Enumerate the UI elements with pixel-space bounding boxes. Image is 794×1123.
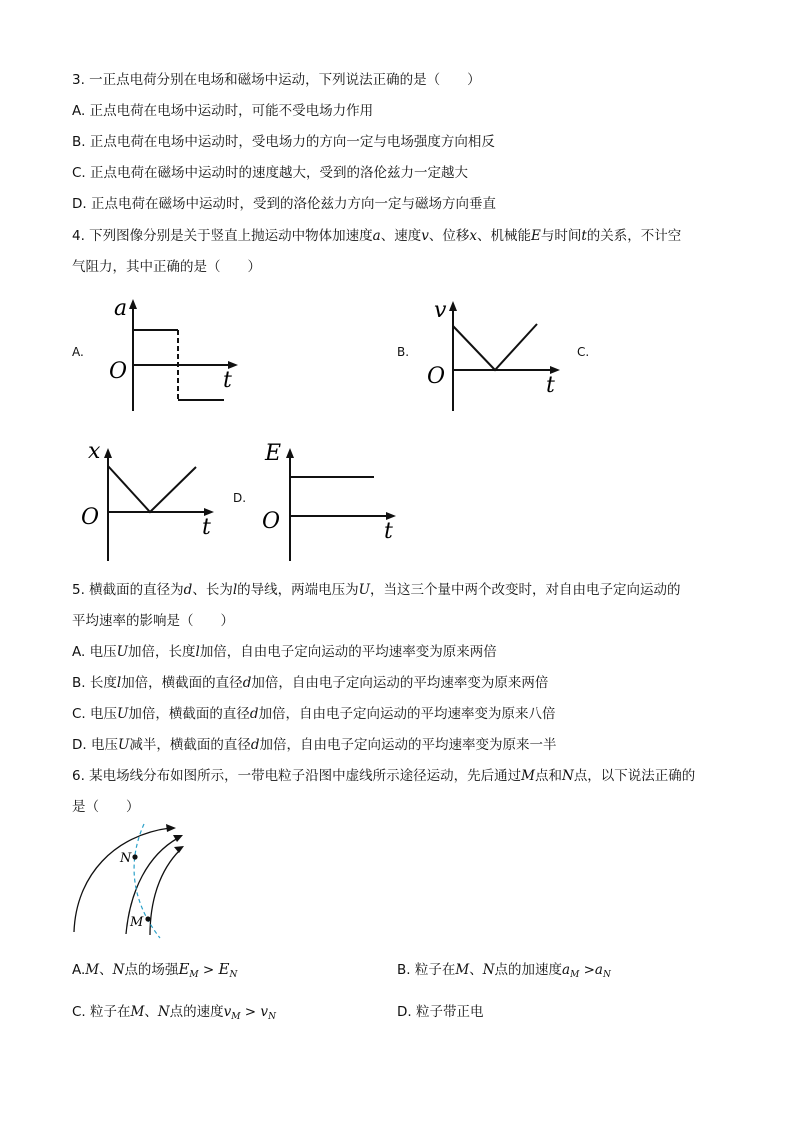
graph-d-ylabel: E — [265, 441, 282, 466]
q4-label-b: B. — [397, 345, 410, 359]
q6-option-b: B. 粒子在M、N点的加速度$a_M >a_N$ — [397, 962, 611, 980]
q6-option-d: D. 粒子带正电 — [397, 1004, 484, 1020]
graph-x-t — [78, 440, 228, 565]
q5-option-a: A. 电压U加倍，长度l加倍，自由电子定向运动的平均速率变为原来两倍 — [72, 644, 497, 660]
q4-label-a: A. — [72, 345, 84, 359]
graph-c-origin: O — [81, 505, 100, 530]
graph-v-t — [422, 295, 572, 415]
graph-e-t — [260, 440, 410, 565]
graph-b-origin: O — [427, 364, 446, 389]
q6-option-a: A.M、N点的场强$E_M > E_N$ — [72, 960, 238, 980]
field-lines-figure — [70, 820, 190, 940]
q5-option-b: B. 长度l加倍，横截面的直径d加倍，自由电子定向运动的平均速率变为原来两倍 — [72, 675, 549, 691]
graph-c-xlabel: t — [202, 515, 211, 540]
q5-stem-line2: 平均速率的影响是（ ） — [72, 613, 234, 629]
q5-stem-line1: 5. 横截面的直径为d、长为l的导线，两端电压为U，当这三个量中两个改变时，对自由电子定向运动的 — [72, 582, 681, 598]
q4-label-c: C. — [577, 345, 590, 359]
q6-stem-line1: 6. 某电场线分布如图所示，一带电粒子沿图中虚线所示途径运动，先后通过M点和N点，以下说法正确的 — [72, 768, 696, 784]
graph-b-xlabel: t — [546, 373, 555, 398]
q3-option-b: B. 正点电荷在电场中运动时，受电场力的方向一定与电场强度方向相反 — [72, 134, 495, 150]
graph-a-ylabel: a — [114, 296, 128, 321]
q3-option-c: C. 正点电荷在磁场中运动时的速度越大，受到的洛伦兹力一定越大 — [72, 165, 469, 181]
q6-stem-line2: 是（ ） — [72, 799, 140, 815]
graph-a-origin: O — [109, 359, 128, 384]
graph-a-xlabel: t — [223, 368, 232, 393]
point-n-label: N — [120, 851, 132, 866]
q4-stem-line2: 气阻力，其中正确的是（ ） — [72, 259, 261, 275]
q3-stem: 3. 一正点电荷分别在电场和磁场中运动，下列说法正确的是（ ） — [72, 72, 481, 88]
q3-option-d: D. 正点电荷在磁场中运动时，受到的洛伦兹力方向一定与磁场方向垂直 — [72, 196, 496, 212]
q4-label-d: D. — [233, 491, 247, 505]
graph-b-ylabel: v — [434, 298, 447, 323]
graph-a-t — [100, 295, 250, 415]
point-m-label: M — [130, 915, 144, 930]
graph-d-origin: O — [262, 509, 281, 534]
q5-option-d: D. 电压U减半，横截面的直径d加倍，自由电子定向运动的平均速率变为原来一半 — [72, 737, 557, 753]
q3-option-a: A. 正点电荷在电场中运动时，可能不受电场力作用 — [72, 103, 374, 119]
graph-d-xlabel: t — [384, 519, 393, 544]
q4-stem-line1: 4. 下列图像分别是关于竖直上抛运动中物体加速度a、速度v、位移x、机械能E与时间t的关系，不计空 — [72, 228, 682, 244]
q5-option-c: C. 电压U加倍，横截面的直径d加倍，自由电子定向运动的平均速率变为原来八倍 — [72, 706, 556, 722]
q6-option-c: C. 粒子在M、N点的速度$v_M > v_N$ — [72, 1004, 276, 1022]
graph-c-ylabel: x — [88, 439, 101, 464]
